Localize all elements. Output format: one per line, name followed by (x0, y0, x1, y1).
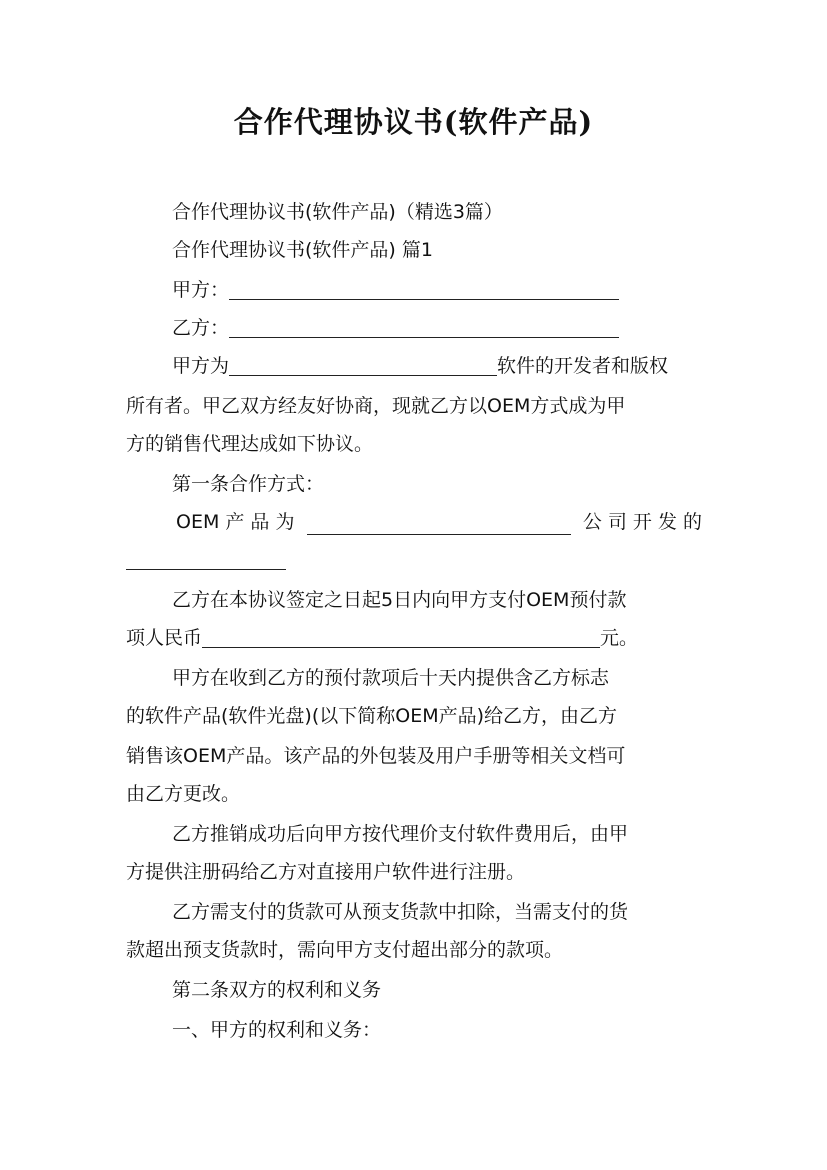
payment-text-b: 元。 (600, 627, 639, 649)
deduction-line-2: 款超出预支货款时，需向甲方支付超出部分的款项。 (126, 939, 564, 961)
oem-product-blank (307, 510, 571, 535)
party-b-label: 乙方： (172, 317, 230, 339)
paragraph-1-line-3: 方的销售代理达成如下协议。 (126, 433, 374, 455)
payment-text-a: 项人民币 (126, 627, 203, 649)
software-name-blank (229, 351, 497, 376)
intro-line: 合作代理协议书(软件产品)（精选3篇） (172, 201, 503, 223)
article-2-heading: 第二条双方的权利和义务 (172, 979, 382, 1001)
party-a-blank (229, 275, 619, 300)
document-title: 合作代理协议书(软件产品) (233, 105, 594, 139)
party-b-line (126, 308, 748, 348)
delivery-line-2: 的软件产品(软件光盘)(以下简称OEM产品)给乙方，由乙方 (126, 705, 618, 727)
oem-product-line (126, 502, 702, 542)
p1-text-b: 软件的开发者和版权 (497, 355, 669, 377)
oem-text-b: 公 司 开 发 的 (582, 511, 702, 533)
party-b-blank (229, 313, 619, 338)
paragraph-1-line-1 (126, 346, 748, 386)
party-a-line (126, 270, 748, 310)
article-1-heading: 第一条合作方式： (172, 473, 325, 495)
chapter-heading: 合作代理协议书(软件产品) 篇1 (172, 239, 433, 261)
delivery-line-1: 甲方在收到乙方的预付款项后十天内提供含乙方标志 (172, 667, 610, 689)
p1-text-a: 甲方为 (172, 355, 230, 377)
payment-line-2 (126, 618, 702, 658)
payment-line-1: 乙方在本协议签定之日起5日内向甲方支付OEM预付款 (172, 589, 627, 611)
deduction-line-1: 乙方需支付的货款可从预支货款中扣除，当需支付的货 (172, 901, 629, 923)
oem-continuation-line (126, 540, 702, 580)
delivery-line-3: 销售该OEM产品。该产品的外包装及用户手册等相关文档可 (126, 745, 626, 767)
paragraph-1-line-2: 所有者。甲乙双方经友好协商，现就乙方以OEM方式成为甲 (126, 395, 626, 417)
registration-line-1: 乙方推销成功后向甲方按代理价支付软件费用后，由甲 (172, 823, 629, 845)
oem-text-a: OEM 产 品 为 (176, 511, 295, 533)
article-2-section-1: 一、甲方的权利和义务： (172, 1019, 382, 1041)
delivery-line-4: 由乙方更改。 (126, 783, 241, 805)
oem-developer-blank (126, 545, 286, 570)
registration-line-2: 方提供注册码给乙方对直接用户软件进行注册。 (126, 861, 526, 883)
party-a-label: 甲方： (172, 279, 230, 301)
payment-amount-blank (202, 623, 600, 648)
